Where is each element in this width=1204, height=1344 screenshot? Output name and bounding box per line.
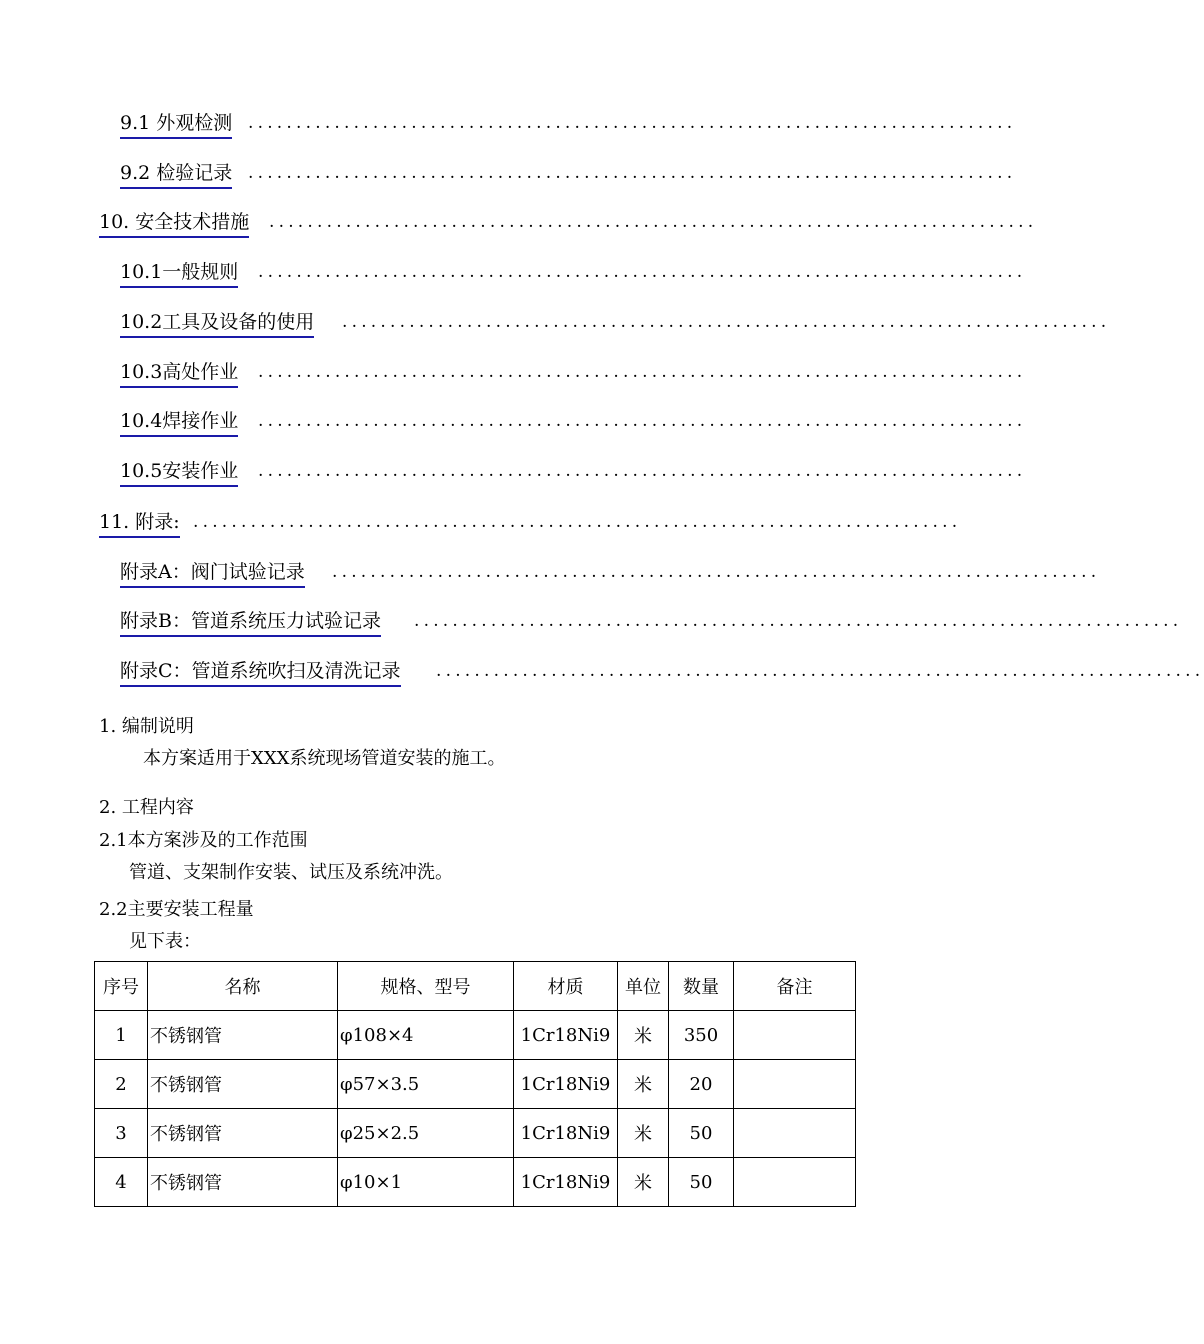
cell-index: 2	[95, 1060, 148, 1109]
header-cell: 单位	[618, 962, 669, 1011]
cell-spec: φ108×4	[338, 1011, 514, 1060]
cell-unit: 米	[618, 1158, 669, 1207]
toc-item[interactable]	[120, 656, 1204, 686]
cell-material: 1Cr18Ni9	[514, 1060, 618, 1109]
cell-name: 不锈钢管	[148, 1060, 338, 1109]
toc-link[interactable]: 10.3高处作业	[120, 359, 238, 388]
cell-name: 不锈钢管	[148, 1011, 338, 1060]
cell-name: 不锈钢管	[148, 1158, 338, 1207]
toc-item[interactable]	[120, 158, 1017, 188]
section-1-title: 1. 编制说明	[99, 716, 194, 737]
toc-item[interactable]	[120, 257, 1027, 287]
cell-spec: φ25×2.5	[338, 1109, 514, 1158]
toc-item[interactable]	[120, 406, 1027, 436]
section-2-1-text: 管道、支架制作安装、试压及系统冲洗。	[129, 862, 453, 883]
toc-link[interactable]: 9.1 外观检测	[120, 110, 232, 139]
toc-leader: ................................................................................	[258, 461, 1027, 481]
table-row	[95, 1011, 856, 1060]
toc-link[interactable]: 10.1一般规则	[120, 259, 238, 288]
cell-remarks	[734, 1060, 856, 1109]
table-row	[95, 1060, 856, 1109]
toc-link[interactable]: 附录B：管道系统压力试验记录	[120, 608, 381, 637]
header-cell: 数量	[669, 962, 734, 1011]
toc-leader: ................................................................................	[342, 312, 1111, 332]
cell-quantity: 50	[669, 1158, 734, 1207]
toc-leader: ................................................................................	[269, 212, 1038, 232]
header-cell: 备注	[734, 962, 856, 1011]
toc-leader: ................................................................................	[332, 562, 1101, 582]
quantities-table	[94, 961, 856, 1207]
toc-item[interactable]	[99, 507, 962, 537]
toc-item[interactable]	[120, 357, 1027, 387]
cell-name: 不锈钢管	[148, 1109, 338, 1158]
toc-item[interactable]	[120, 456, 1027, 486]
cell-index: 1	[95, 1011, 148, 1060]
cell-quantity: 20	[669, 1060, 734, 1109]
toc-leader: ................................................................................	[414, 611, 1183, 631]
cell-material: 1Cr18Ni9	[514, 1011, 618, 1060]
toc-item[interactable]	[99, 207, 1038, 237]
toc-leader: ................................................................................	[248, 113, 1017, 133]
toc-item[interactable]	[120, 606, 1183, 636]
header-cell: 规格、型号	[338, 962, 514, 1011]
toc-item[interactable]	[120, 307, 1111, 337]
toc-link[interactable]: 9.2 检验记录	[120, 160, 232, 189]
cell-quantity: 50	[669, 1109, 734, 1158]
toc-leader: ................................................................................	[258, 362, 1027, 382]
toc-item[interactable]	[120, 108, 1017, 138]
cell-spec: φ10×1	[338, 1158, 514, 1207]
header-cell: 材质	[514, 962, 618, 1011]
toc-leader: ................................................................................	[436, 661, 1204, 681]
toc-item[interactable]	[120, 557, 1101, 587]
cell-remarks	[734, 1011, 856, 1060]
section-2-title: 2. 工程内容	[99, 797, 194, 818]
toc-leader: ................................................................................	[258, 262, 1027, 282]
table-header-row	[95, 962, 856, 1011]
cell-quantity: 350	[669, 1011, 734, 1060]
cell-index: 3	[95, 1109, 148, 1158]
toc-leader: ................................................................................	[248, 163, 1017, 183]
table-row	[95, 1158, 856, 1207]
header-cell: 名称	[148, 962, 338, 1011]
toc-leader: ................................................................................	[193, 512, 962, 532]
toc-link[interactable]: 10.4焊接作业	[120, 408, 238, 437]
cell-index: 4	[95, 1158, 148, 1207]
cell-spec: φ57×3.5	[338, 1060, 514, 1109]
cell-remarks	[734, 1109, 856, 1158]
section-2-2-title: 2.2主要安装工程量	[99, 899, 254, 920]
cell-unit: 米	[618, 1060, 669, 1109]
section-2-1-title: 2.1本方案涉及的工作范围	[99, 830, 308, 851]
toc-leader: ................................................................................	[258, 411, 1027, 431]
toc-link[interactable]: 附录C：管道系统吹扫及清洗记录	[120, 658, 401, 687]
section-2-2-text: 见下表：	[129, 931, 201, 952]
toc-link[interactable]: 10. 安全技术措施	[99, 209, 249, 238]
table-row	[95, 1109, 856, 1158]
toc-link[interactable]: 10.5安装作业	[120, 458, 238, 487]
cell-material: 1Cr18Ni9	[514, 1158, 618, 1207]
cell-remarks	[734, 1158, 856, 1207]
toc-link[interactable]: 附录A：阀门试验记录	[120, 559, 305, 588]
toc-link[interactable]: 11. 附录:	[99, 509, 180, 538]
cell-material: 1Cr18Ni9	[514, 1109, 618, 1158]
cell-unit: 米	[618, 1011, 669, 1060]
toc-link[interactable]: 10.2工具及设备的使用	[120, 309, 314, 338]
section-1-text: 本方案适用于XXX系统现场管道安装的施工。	[143, 748, 506, 769]
cell-unit: 米	[618, 1109, 669, 1158]
header-cell: 序号	[95, 962, 148, 1011]
